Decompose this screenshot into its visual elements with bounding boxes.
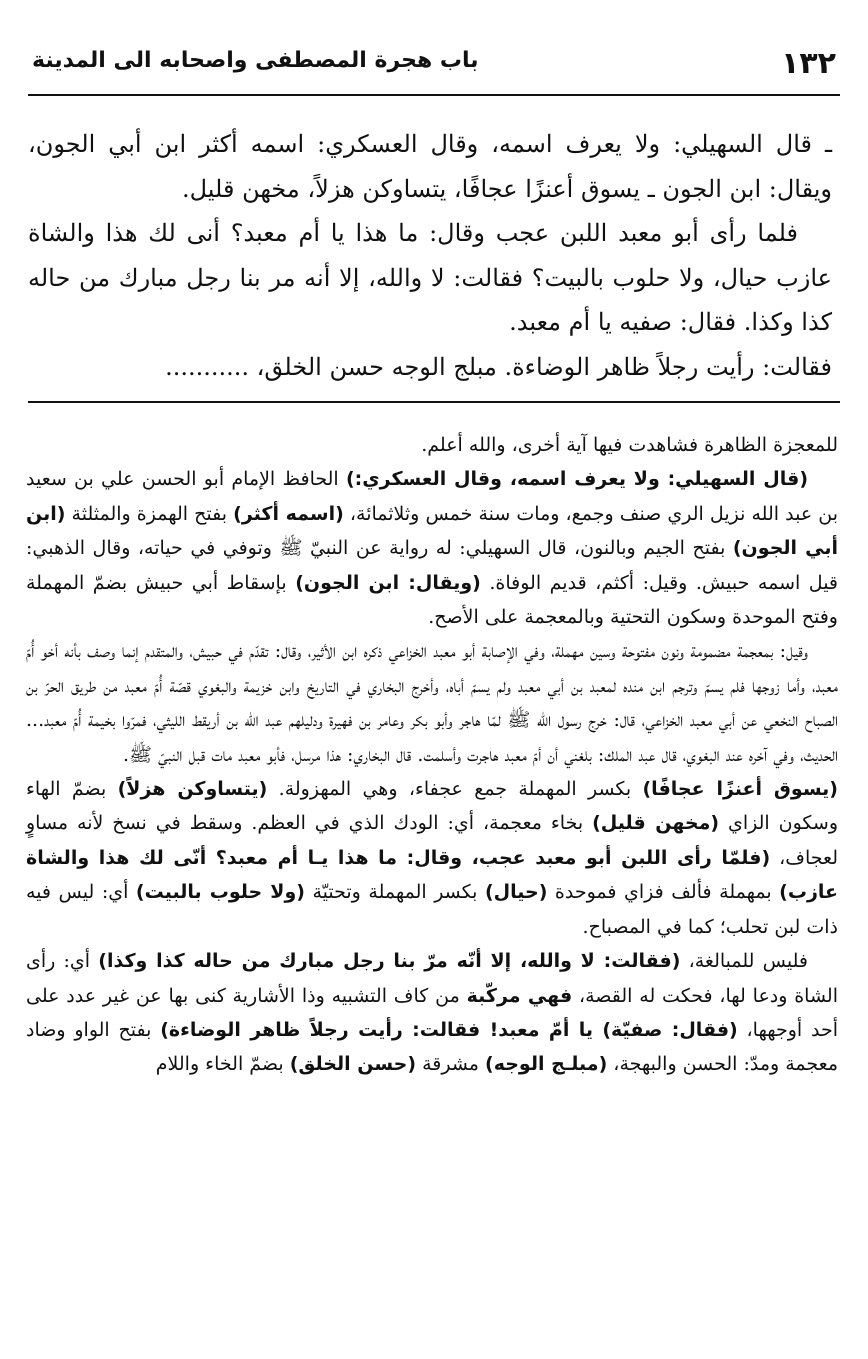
bold-quoted-phrase: (ابن أبي الجون) [26, 502, 838, 560]
commentary-text-run: أي: ليس فيه ذات لبن تحلب؛ كما في المصباح. [26, 881, 838, 938]
commentary-text-run: بفتح الهمزة والمثلثة [65, 502, 234, 525]
bold-quoted-phrase: (فقالت: لا والله، إلا أنّه مرّ بنا رجل مبارك من حاله كذا وكذا) [98, 950, 681, 973]
commentary-text-run: فليس للمبالغة، [680, 950, 808, 973]
commentary-text-run: الحافظ الإمام أبو الحسن علي بن سعيد بن عبد الله نزيل الري صنف وجمع، ومات سنة خمس وثلاثمائة، [26, 468, 839, 525]
commentary-paragraph [26, 462, 838, 634]
bold-quoted-phrase: (حسن الخلق) [289, 1053, 417, 1076]
commentary-paragraph: للمعجزة الظاهرة فشاهدت فيها آية أخرى، والله أعلم. [421, 434, 838, 456]
main-text-block [28, 122, 832, 389]
text-commentary-divider [28, 401, 840, 403]
bold-quoted-phrase: (يتساوكن هزلاً) [117, 778, 268, 801]
commentary-text-run: بكسر المهملة وتحتيّة [304, 881, 485, 904]
bold-quoted-phrase: (مخهن قليل) [592, 812, 720, 835]
commentary-text-run: أي: رأى الشاة ودعا لها، فحكت له القصة، [26, 950, 838, 1007]
bold-quoted-phrase: فهي مركّبة [466, 984, 573, 1007]
commentary-text-run: بضمّ الخاء واللام [155, 1053, 290, 1076]
commentary-text-run: من كاف التشبيه وذا الأشارية كنى بها عن غير عدد على أحد أوجهها، [26, 984, 838, 1041]
commentary-text-run: بمهملة فألف فزاي فموحدة [547, 881, 780, 904]
commentary-text-run: بإسقاط أبي حبيش بضمّ المهملة وفتح الموحدة وسكون التحتية وبالمعجمة على الأصح. [26, 571, 838, 629]
chapter-title: باب هجرة المصطفى واصحابه الى المدينة [32, 48, 479, 73]
commentary-text-run: بخاء معجمة، أي: الودك الذي في العظم. وسقط في نسخ لأنه مساوٍ لعجاف، [26, 812, 838, 869]
header-divider [28, 94, 840, 96]
commentary-text-run: بفتح الجيم وبالنون، قال السهيلي: له رواية عن النبيّ ﷺ وتوفي في حياته، وقال الذهبي: قيل اسمه حبيش. وقيل: أكثم، قديم الوفاة. [26, 537, 839, 594]
bold-quoted-phrase: (فقال: صفيّة) يا أمّ معبد! فقالت: رأيت رجلاً ظاهر الوضاءة) [160, 1018, 738, 1041]
commentary-paragraph [26, 944, 838, 1082]
commentary-paragraph: وقيل: بمعجمة مضمومة ونون مفتوحة وسين مهملة، وفي الإصابة أبو معبد الخزاعي ذكره ابن الأثير، وقال: تقدّم في حبيش، والمتقدم إنما وصف بأنه أخو أُمّ معبد، وأما زوجها فلم يسمّ وترجم ابن منده لمعبد بن أبي معبد ولم يسمّ أباه، وأخرج البخاري في التاريخ وابن خزيمة والبغوي قصّة أُمّ معبد من طريق الحرّ بن الصباح النخعي عن أبي معبد الخزاعي، قال: خرج رسول الله ﷺ لمّا هاجر وأبو بكر وعامر بن فهيرة ودليلهم عبد الله بن أريقط الليثي، فمرّوا بخيمة أُمّ معبد... الحديث، وفي آخره عند البغوي، قال عبد الملك: بلغني أن أمّ معبد هاجرت وأسلمت. قال البخاري: هذا مرسل، فأبو معبد مات قبل النبيّ ﷺ. [26, 640, 838, 766]
page-header [28, 38, 840, 94]
bold-quoted-phrase: (ولا حلوب بالبيت) [135, 881, 305, 904]
bold-quoted-phrase: (مبلـج الوجه) [485, 1053, 608, 1076]
main-paragraph: ـ قال السهيلي: ولا يعرف اسمه، وقال العسكري: اسمه أكثر ابن أبي الجون، ويقال: ابن الجون ـ يسوق أعنزًا عجافًا، يتساوكن هزلاً، مخهن قليل. [28, 130, 832, 203]
main-paragraph: فلما رأى أبو معبد اللبن عجب وقال: ما هذا يا أم معبد؟ أنى لك هذا والشاة عازب حيال، ولا حلوب بالبيت؟ فقالت: لا والله، إلا أنه مر بنا رجل مبارك من حاله كذا وكذا. فقال: صفيه يا أم معبد. [28, 219, 832, 336]
bold-quoted-phrase: (ويقال: ابن الجون) [295, 571, 481, 594]
commentary-text-run: مشرقة [416, 1053, 486, 1076]
commentary-block [26, 428, 838, 1082]
commentary-text-run: بفتح الواو وضاد معجمة ومدّ: الحسن والبهجة، [26, 1018, 838, 1076]
page-number: ١٣٢ [781, 46, 836, 81]
main-paragraph: فقالت: رأيت رجلاً ظاهر الوضاءة. مبلج الوجه حسن الخلق، ........... [165, 352, 832, 381]
commentary-text-run: بكسر المهملة جمع عجفاء، وهي المهزولة. [267, 778, 643, 801]
bold-quoted-phrase: (قال السهيلي: ولا يعرف اسمه، وقال العسكري:) [345, 468, 809, 491]
commentary-text-run: بضمّ الهاء وسكون الزاي [26, 778, 838, 835]
bold-quoted-phrase: (حيال) [484, 881, 548, 904]
bold-quoted-phrase: (يسوق أعنزًا عجافًا) [642, 778, 838, 801]
bold-quoted-phrase: (فلمّا رأى اللبن أبو معبد عجب، وقال: ما هذا يـا أم معبد؟ أنّى لك هذا والشاة عازب) [26, 846, 838, 904]
commentary-paragraph [26, 772, 838, 944]
bold-quoted-phrase: (اسمه أكثر) [233, 502, 344, 525]
